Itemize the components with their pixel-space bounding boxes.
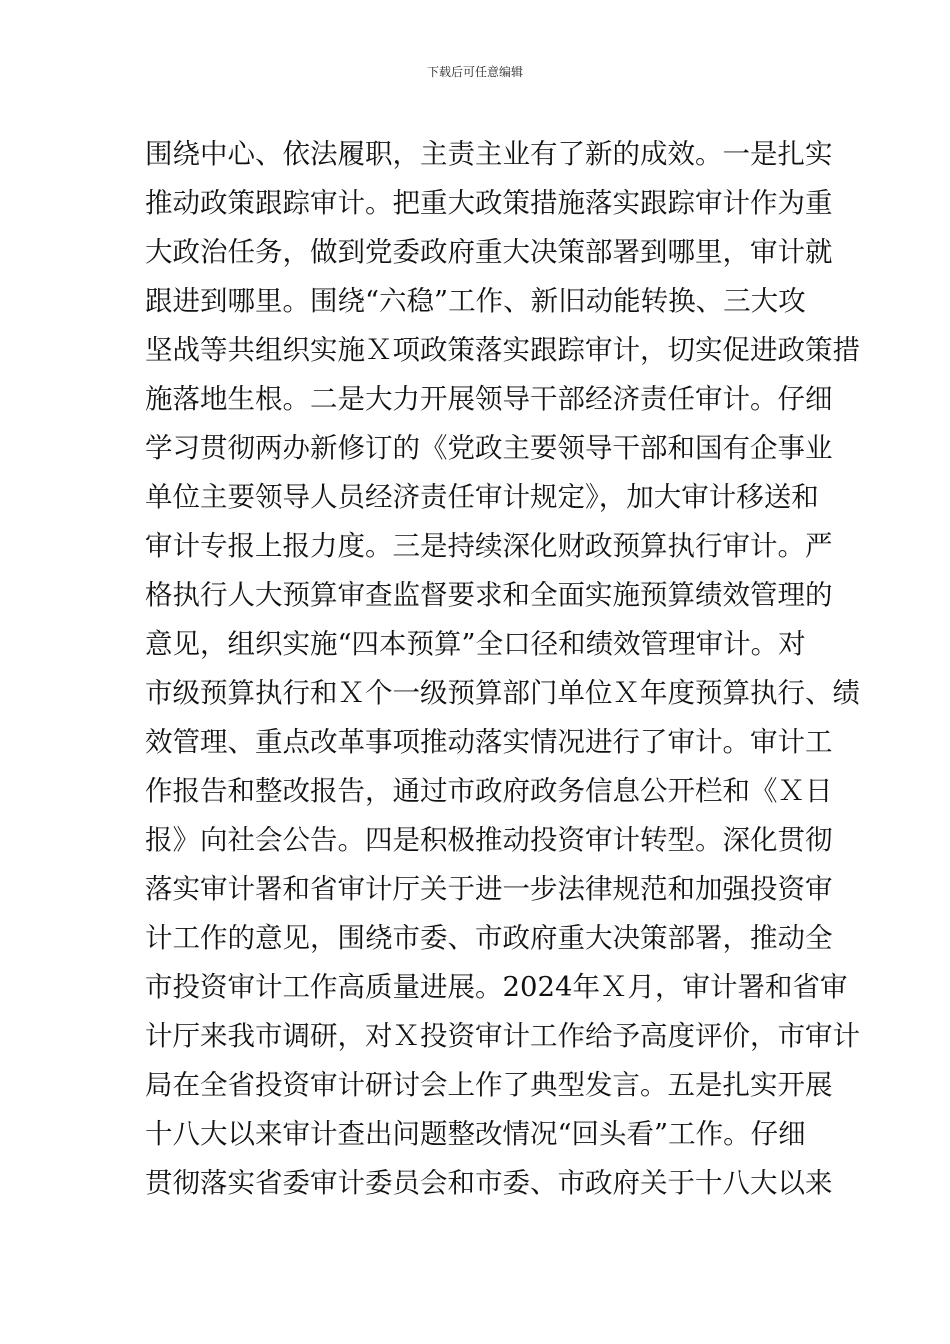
body-line: 作报告和整改报告，通过市政府政务信息公开栏和《Ｘ日 bbox=[145, 775, 833, 807]
body-line: 施落地生根。二是大力开展领导干部经济责任审计。仔细 bbox=[145, 383, 833, 415]
body-line: 贯彻落实省委审计委员会和市委、市政府关于十八大以来 bbox=[145, 1167, 833, 1199]
body-line: 市投资审计工作高质量进展。2024年Ｘ月，审计署和省审 bbox=[145, 971, 848, 1003]
body-line: 跟进到哪里。围绕“六稳”工作、新旧动能转换、三大攻 bbox=[145, 285, 806, 317]
body-line: 大政治任务，做到党委政府重大决策部署到哪里，审计就 bbox=[145, 236, 833, 268]
body-line: 审计专报上报力度。三是持续深化财政预算执行审计。严 bbox=[145, 530, 833, 562]
body-line: 推动政策跟踪审计。把重大政策措施落实跟踪审计作为重 bbox=[145, 187, 833, 219]
body-line: 学习贯彻两办新修订的《党政主要领导干部和国有企事业 bbox=[145, 432, 833, 464]
body-line: 单位主要领导人员经济责任审计规定》，加大审计移送和 bbox=[145, 481, 819, 513]
body-line: 计厅来我市调研，对Ｘ投资审计工作给予高度评价，市审计 bbox=[145, 1020, 860, 1052]
body-line: 围绕中心、依法履职，主责主业有了新的成效。一是扎实 bbox=[145, 138, 833, 170]
body-line: 十八大以来审计查出问题整改情况“回头看”工作。仔细 bbox=[145, 1118, 806, 1150]
body-line: 市级预算执行和Ｘ个一级预算部门单位Ｘ年度预算执行、绩 bbox=[145, 677, 860, 709]
body-line: 坚战等共组织实施Ｘ项政策落实跟踪审计，切实促进政策措 bbox=[145, 334, 860, 366]
body-line: 格执行人大预算审查监督要求和全面实施预算绩效管理的 bbox=[145, 579, 833, 611]
page-header-note: 下载后可任意编辑 bbox=[426, 65, 523, 79]
body-line: 计工作的意见，围绕市委、市政府重大决策部署，推动全 bbox=[145, 922, 833, 954]
body-line: 报》向社会公告。四是积极推动投资审计转型。深化贯彻 bbox=[145, 824, 833, 856]
body-line: 效管理、重点改革事项推动落实情况进行了审计。审计工 bbox=[145, 726, 833, 758]
document-body bbox=[145, 130, 860, 1208]
body-line: 局在全省投资审计研讨会上作了典型发言。五是扎实开展 bbox=[145, 1069, 833, 1101]
body-line: 落实审计署和省审计厅关于进一步法律规范和加强投资审 bbox=[145, 873, 833, 905]
body-line: 意见，组织实施“四本预算”全口径和绩效管理审计。对 bbox=[145, 628, 806, 660]
